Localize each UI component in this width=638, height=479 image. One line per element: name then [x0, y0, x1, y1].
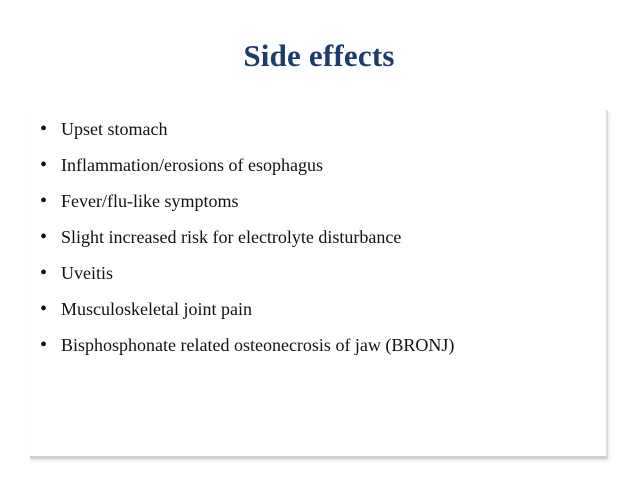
list-item	[40, 296, 454, 332]
slide-title: Side effects	[243, 38, 395, 73]
bullet-icon: •	[40, 262, 48, 284]
bullet-text: Inflammation/erosions of esophagus	[61, 155, 323, 175]
list-item	[40, 152, 454, 188]
list-item	[40, 224, 454, 260]
bullet-text: Uveitis	[61, 263, 113, 283]
list-item	[40, 260, 454, 296]
bullet-icon: •	[40, 190, 48, 212]
bullet-text: Fever/flu-like symptoms	[61, 191, 239, 211]
bullet-text: Slight increased risk for electrolyte disturbance	[61, 227, 402, 247]
bullet-icon: •	[40, 334, 48, 356]
bullet-icon: •	[40, 154, 48, 176]
bullet-icon: •	[40, 118, 48, 140]
bullet-icon: •	[40, 298, 48, 320]
content-box	[30, 110, 608, 459]
list-item	[40, 116, 454, 152]
list-item	[40, 332, 454, 368]
bullet-icon: •	[40, 226, 48, 248]
bullet-text: Upset stomach	[61, 119, 168, 139]
bullet-text: Musculoskeletal joint pain	[61, 299, 252, 319]
bullet-text: Bisphosphonate related osteonecrosis of jaw (BRONJ)	[61, 335, 455, 355]
bullet-list	[40, 116, 454, 368]
list-item	[40, 188, 454, 224]
